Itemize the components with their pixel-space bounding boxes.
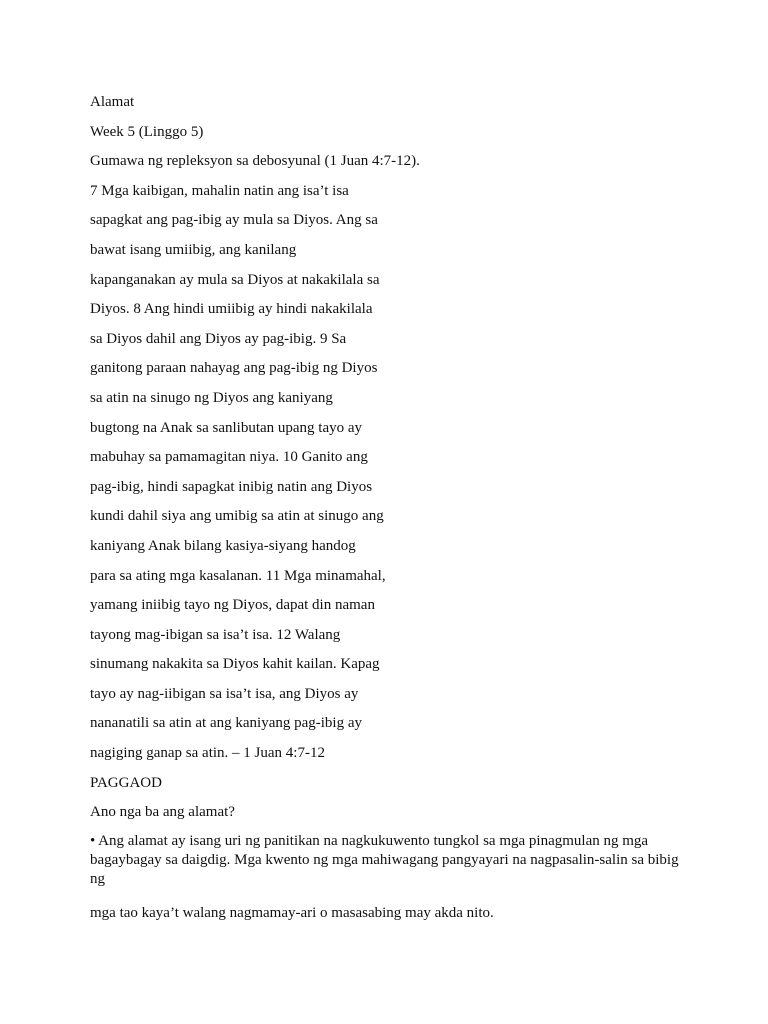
document-page — [90, 92, 680, 932]
verse-line: sinumang nakakita sa Diyos kahit kailan. Kapag — [90, 656, 380, 673]
verse-line: ganitong paraan nahayag ang pag-ibig ng Diyos — [90, 360, 378, 377]
verse-line: tayong mag-ibigan sa isa’t isa. 12 Walang — [90, 626, 341, 643]
verse-line: kaniyang Anak bilang kasiya-siyang handog — [90, 537, 356, 554]
verse-line: nananatili sa atin at ang kaniyang pag-ibig ay — [90, 715, 362, 732]
verse-line: yamang iniibig tayo ng Diyos, dapat din naman — [90, 597, 375, 614]
section-heading: PAGGAOD — [90, 774, 162, 791]
verse-line: sapagkat ang pag-ibig ay mula sa Diyos. Ang sa — [90, 212, 378, 229]
verse-line: sa Diyos dahil ang Diyos ay pag-ibig. 9 Sa — [90, 330, 347, 347]
verse-line: pag-ibig, hindi sapagkat inibig natin ang Diyos — [90, 478, 373, 495]
bullet-paragraph: • Ang alamat ay isang uri ng panitikan na nagkukuwento tungkol sa mga pinagmulan ng mga bagaybagay sa daigdig. Mga kwento ng mga mahiwagang pangyayari na nagpasalin-salin sa bibig ng — [90, 832, 679, 887]
verse-block — [90, 181, 680, 763]
verse-line: para sa ating mga kasalanan. 11 Mga minamahal, — [90, 567, 386, 584]
verse-line: sa atin na sinugo ng Diyos ang kaniyang — [90, 389, 333, 406]
document-title: Alamat — [90, 94, 135, 110]
question-text: Ano nga ba ang alamat? — [90, 804, 235, 821]
verse-line: 7 Mga kaibigan, mahalin natin ang isa’t isa — [90, 182, 349, 199]
verse-line: nagiging ganap sa atin. – 1 Juan 4:7-12 — [90, 745, 325, 762]
verse-line: Diyos. 8 Ang hindi umiibig ay hindi nakakilala — [90, 301, 373, 318]
verse-line: bawat isang umiibig, ang kanilang — [90, 241, 297, 258]
verse-line: kapanganakan ay mula sa Diyos at nakakilala sa — [90, 271, 380, 288]
verse-line: bugtong na Anak sa sanlibutan upang tayo ay — [90, 419, 363, 436]
week-label: Week 5 (Linggo 5) — [90, 123, 204, 140]
verse-line: tayo ay nag-iibigan sa isa’t isa, ang Diyos ay — [90, 685, 359, 702]
verse-line: mabuhay sa pamamagitan niya. 10 Ganito ang — [90, 449, 368, 466]
instruction-text: Gumawa ng repleksyon sa debosyunal (1 Juan 4:7-12). — [90, 153, 420, 170]
closing-line: mga tao kaya’t walang nagmamay-ari o masasabing may akda nito. — [90, 904, 494, 921]
verse-line: kundi dahil siya ang umibig sa atin at sinugo ang — [90, 508, 384, 525]
